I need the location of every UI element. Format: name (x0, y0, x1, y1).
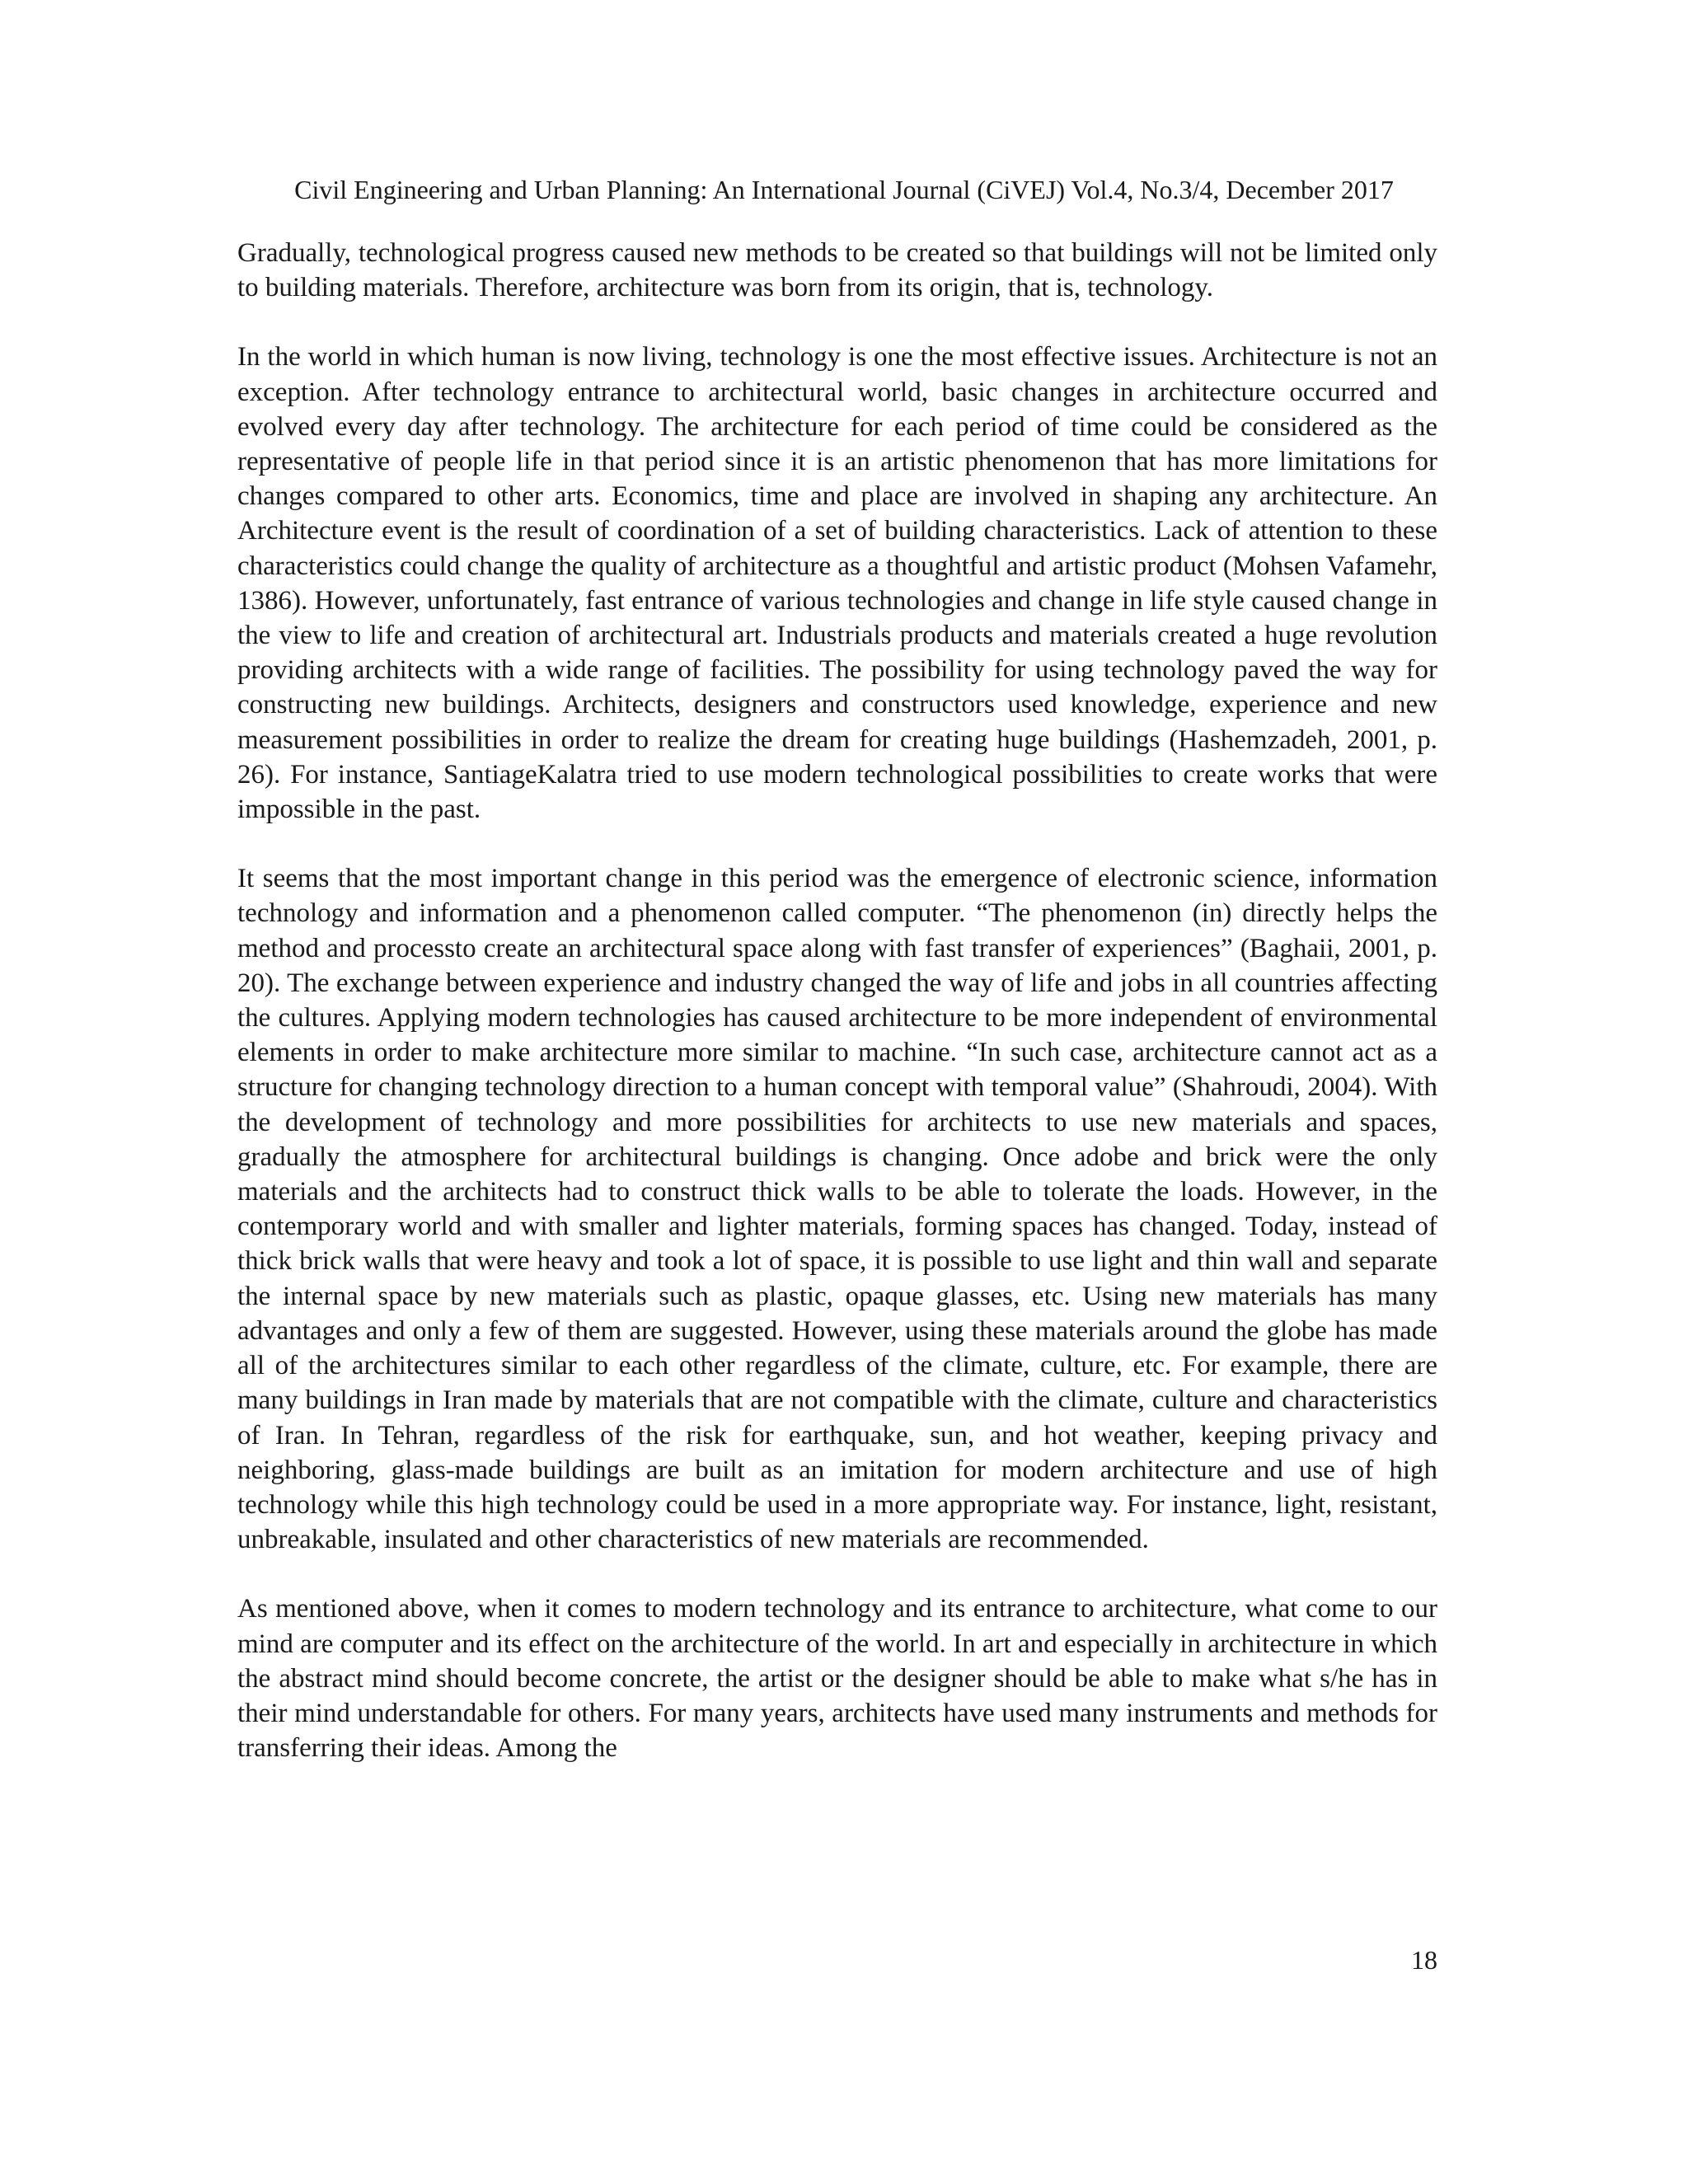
page-number: 18 (1411, 1945, 1437, 1975)
paragraph-3: It seems that the most important change in this period was the emergence of electronic science, information technology and information and a phenomenon called computer. “The phenomenon (in) directly helps the method and processto create an architectural space along with fast transfer of experiences” (Baghaii, 2001, p. 20). The exchange between experience and industry changed the way of life and jobs in all countries affecting the cultures. Applying modern technologies has caused architecture to be more independent of environmental elements in order to make architecture more similar to machine. “In such case, architecture cannot act as a structure for changing technology direction to a human concept with temporal value” (Shahroudi, 2004). With the development of technology and more possibilities for architects to use new materials and spaces, gradually the atmosphere for architectural buildings is changing. Once adobe and brick were the only materials and the architects had to construct thick walls to be able to tolerate the loads. However, in the contemporary world and with smaller and lighter materials, forming spaces has changed. Today, instead of thick brick walls that were heavy and took a lot of space, it is possible to use light and thin wall and separate the internal space by new materials such as plastic, opaque glasses, etc. Using new materials has many advantages and only a few of them are suggested. However, using these materials around the globe has made all of the architectures similar to each other regardless of the climate, culture, etc. For example, there are many buildings in Iran made by materials that are not compatible with the climate, culture and characteristics of Iran. In Tehran, regardless of the risk for earthquake, sun, and hot weather, keeping privacy and neighboring, glass-made buildings are built as an imitation for modern architecture and use of high technology while this high technology could be used in a more appropriate way. For instance, light, resistant, unbreakable, insulated and other characteristics of new materials are recommended. (237, 864, 1437, 1555)
paragraph-2: In the world in which human is now living, technology is one the most effective issues. Architecture is not an exception. After technology entrance to architectural world, basic changes in architecture occurred and evolved every day after technology. The architecture for each period of time could be considered as the representative of people life in that period since it is an artistic phenomenon that has more limitations for changes compared to other arts. Economics, time and place are involved in shaping any architecture. An Architecture event is the result of coordination of a set of building characteristics. Lack of attention to these characteristics could change the quality of architecture as a thoughtful and artistic product (Mohsen Vafamehr, 1386). However, unfortunately, fast entrance of various technologies and change in life style caused change in the view to life and creation of architectural art. Industrials products and materials created a huge revolution providing architects with a wide range of facilities. The possibility for using technology paved the way for constructing new buildings. Architects, designers and constructors used knowledge, experience and new measurement possibilities in order to realize the dream for creating huge buildings (Hashemzadeh, 2001, p. 26). For instance, SantiageKalatra tried to use modern technological possibilities to create works that were impossible in the past. (237, 342, 1437, 825)
paragraph-4: As mentioned above, when it comes to modern technology and its entrance to architecture, what come to our mind are computer and its effect on the architecture of the world. In art and especially in architecture in which the abstract mind should become concrete, the artist or the designer should be able to make what s/he has in their mind understandable for others. For many years, architects have used many instruments and methods for transferring their ideas. Among the (237, 1594, 1437, 1764)
paragraph-1: Gradually, technological progress caused new methods to be created so that buildings will not be limited only to building materials. Therefore, architecture was born from its origin, that is, technology. (237, 238, 1437, 303)
body-text (237, 236, 1437, 1800)
running-header: Civil Engineering and Urban Planning: An International Journal (CiVEJ) Vol.4, No.3/4, December 2017 (294, 175, 1394, 204)
